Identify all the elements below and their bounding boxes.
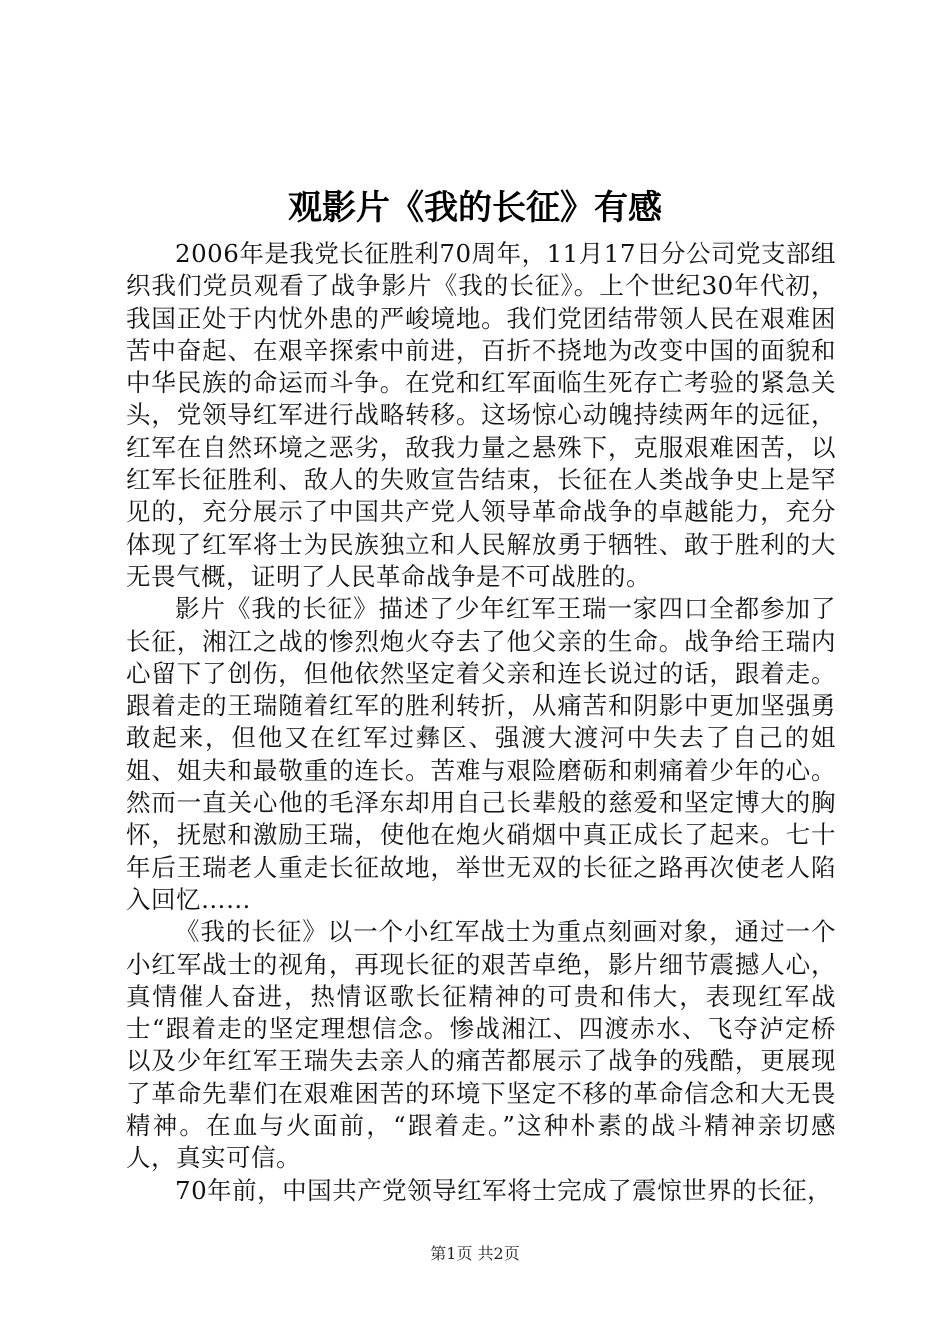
paragraph-1: 2006年是我党长征胜利70周年，11月17日分公司党支部组织我们党员观看了战争影片《我的长征》。上个世纪30年代初，我国正处于内忧外患的严峻境地。我们党团结带领人民在艰难困苦中奋起、在艰辛探索中前进，百折不挠地为改变中国的面貌和中华民族的命运而斗争。在党和红军面临生死存亡考验的紧急关头，党领导红军进行战略转移。这场惊心动魄持续两年的远征，红军在自然环境之恶劣，敌我力量之悬殊下，克服艰难困苦，以红军长征胜利、敌人的失败宣告结束，长征在人类战争史上是罕见的，充分展示了中国共产党人领导革命战争的卓越能力，充分体现了红军将士为民族独立和人民解放勇于牺牲、敢于胜利的大无畏气概，证明了人民革命战争是不可战胜的。 bbox=[126, 239, 836, 591]
page-footer: 第1页 共2页 bbox=[430, 1244, 520, 1263]
page-title: 观影片《我的长征》有感 bbox=[288, 188, 662, 228]
paragraph-2: 影片《我的长征》描述了少年红军王瑞一家四口全都参加了长征，湘江之战的惨烈炮火夺去了他父亲的生命。战争给王瑞内心留下了创伤，但他依然坚定着父亲和连长说过的话，跟着走。跟着走的王瑞随着红军的胜利转折，从痛苦和阴影中更加坚强勇敢起来，但他又在红军过彝区、强渡大渡河中失去了自己的姐姐、姐夫和最敬重的连长。苦难与艰险磨砺和刺痛着少年的心。然而一直关心他的毛泽东却用自己长辈般的慈爱和坚定博大的胸怀，抚慰和激励王瑞，使他在炮火硝烟中真正成长了起来。七十年后王瑞老人重走长征故地，举世无双的长征之路再次使老人陷入回忆…… bbox=[126, 594, 836, 914]
paragraph-4: 70年前，中国共产党领导红军将士完成了震惊世界的长征， bbox=[175, 1175, 833, 1205]
paragraph-3: 《我的长征》以一个小红军战士为重点刻画对象，通过一个小红军战士的视角，再现长征的艰苦卓绝，影片细节震撼人心，真情催人奋进，热情讴歌长征精神的可贵和伟大，表现红军战士“跟着走的坚定理想信念。惨战湘江、四渡赤水、飞夺泸定桥以及少年红军王瑞失去亲人的痛苦都展示了战争的残酷，更展现了革命先辈们在艰难困苦的环境下坚定不移的革命信念和大无畏精神。在血与火面前，“跟着走。”这种朴素的战斗精神亲切感人，真实可信。 bbox=[126, 917, 836, 1173]
document-body bbox=[126, 238, 836, 1207]
